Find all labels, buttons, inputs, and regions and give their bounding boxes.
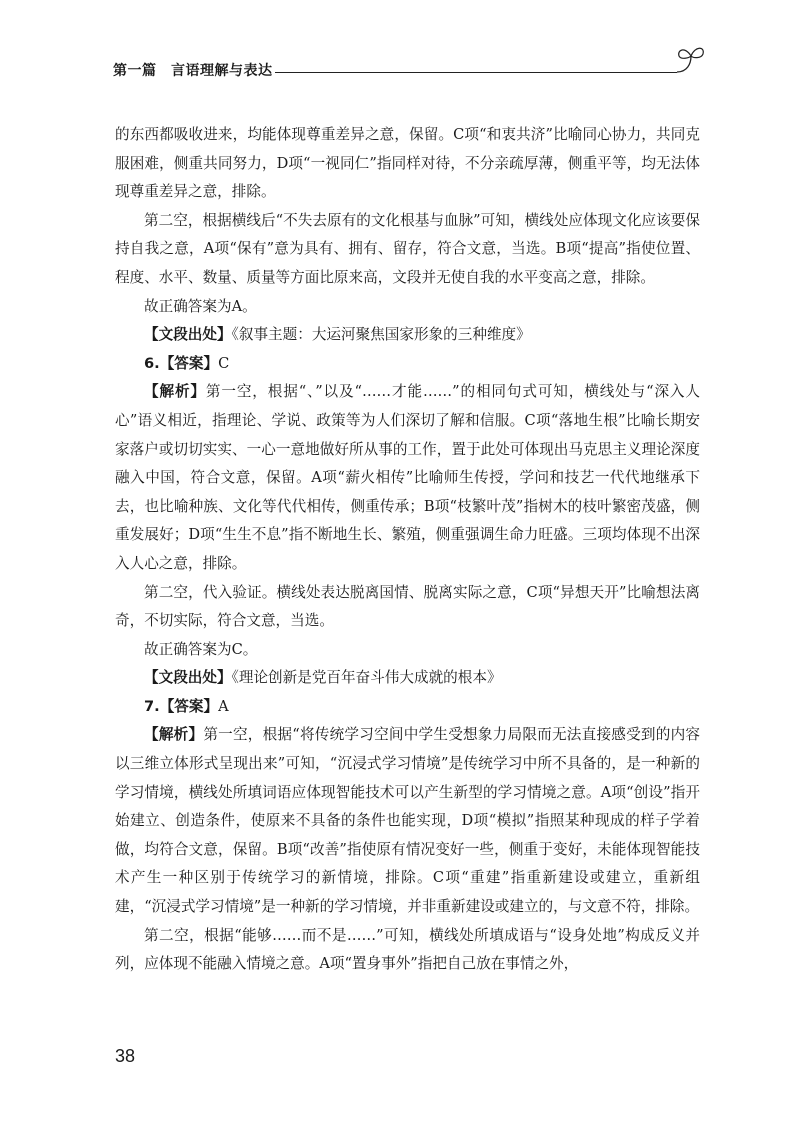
sprout-icon — [673, 44, 713, 78]
paragraph — [115, 922, 700, 979]
paragraph-text: 第一空，根据“将传统学习空间中学生受想象力局限而无法直接感受到的内容以三维立体形式呈现出来”可知，“沉浸式学习情境”是传统学习中所不具备的，是一种新的学习情境，横线处所填词语应体现智能技术可以产生新型的学习情境之意。A项“创设”指开始建立、创造条件，使原来不具备的条件也能实现，D项“模拟”指照某种现成的样子学着做，均符合文意，保留。B项“改善”指使原有情况变好一些，侧重于变好，未能体现智能技术产生一种区别于传统学习的新情境，排除。C项“重建”指重新建设或建立，重新组建，“沉浸式学习情境”是一种新的学习情境，并非重新建设或建立的，与文意不符，排除。 — [115, 726, 700, 916]
paragraph-text: 第二空，根据“能够……而不是……”可知，横线处所填成语与“设身处地”构成反义并列，应体现不能融入情境之意。A项“置身事外”指把自己放在事情之外， — [115, 926, 700, 973]
body-text — [115, 121, 700, 979]
paragraph-text: 《理论创新是党百年奋斗伟大成就的根本》 — [231, 669, 502, 687]
header-title: 第一篇 言语理解与表达 — [113, 63, 273, 79]
paragraph-text: C — [218, 354, 230, 372]
paragraph — [115, 636, 700, 665]
paragraph-text: 第一空，根据“、”以及“……才能……”的相同句式可知，横线处与“深入人心”语义相近，指理论、学说、政策等为人们深切了解和信服。C项“落地生根”比喻长期安家落户或切切实实、一心一意地做好所从事的工作，置于此处可体现出马克思主义理论深度融入中国，符合文意，保留。A项“薪火相传”比喻师生传授，学问和技艺一代代地继承下去，也比喻种族、文化等代代相传，侧重传承；B项“枝繁叶茂”指树木的枝叶繁密茂盛，侧重发展好；D项“生生不息”指不断地生长、繁殖，侧重强调生命力旺盛。三项均体现不出深入人心之意，排除。 — [115, 383, 700, 572]
paragraph — [115, 579, 700, 636]
paragraph-text: 第二空，根据横线后“不失去原有的文化根基与血脉”可知，横线处应体现文化应该要保持自我之意，A项“保有”意为具有、拥有、留存，符合文意，当选。B项“提高”指使位置、程度、水平、数量、质量等方面比原来高，文段并无使自我的水平变高之意，排除。 — [115, 211, 700, 286]
header-rule — [275, 72, 677, 73]
paragraph — [115, 293, 700, 322]
section-tag: 7.【答案】 — [144, 697, 219, 715]
paragraph — [115, 378, 700, 578]
section-tag: 【解析】 — [144, 726, 204, 744]
paragraph — [115, 321, 700, 350]
section-tag: 【解析】 — [144, 383, 206, 401]
page-number: 38 — [115, 1046, 136, 1066]
paragraph-text: 第二空，代入验证。横线处表达脱离国情、脱离实际之意，C项“异想天开”比喻想法离奇，不切实际，符合文意，当选。 — [115, 583, 700, 630]
paragraph — [115, 721, 700, 921]
paragraph — [115, 207, 700, 293]
paragraph — [115, 350, 700, 379]
paragraph-text: 故正确答案为A。 — [144, 297, 257, 315]
running-header — [113, 60, 713, 84]
paragraph-text: 《叙事主题：大运河聚焦国家形象的三种维度》 — [231, 326, 531, 344]
section-tag: 6.【答案】 — [144, 354, 219, 372]
paragraph — [115, 121, 700, 207]
paragraph-text: A — [218, 697, 229, 715]
paragraph-text: 故正确答案为C。 — [144, 640, 258, 658]
paragraph — [115, 664, 700, 693]
section-tag: 【文段出处】 — [144, 669, 232, 687]
paragraph-text: 的东西都吸收进来，均能体现尊重差异之意，保留。C项“和衷共济”比喻同心协力，共同克服困难，侧重共同努力，D项“一视同仁”指同样对待，不分亲疏厚薄，侧重平等，均无法体现尊重差异之意，排除。 — [115, 126, 700, 201]
paragraph — [115, 693, 700, 722]
section-tag: 【文段出处】 — [144, 326, 232, 344]
